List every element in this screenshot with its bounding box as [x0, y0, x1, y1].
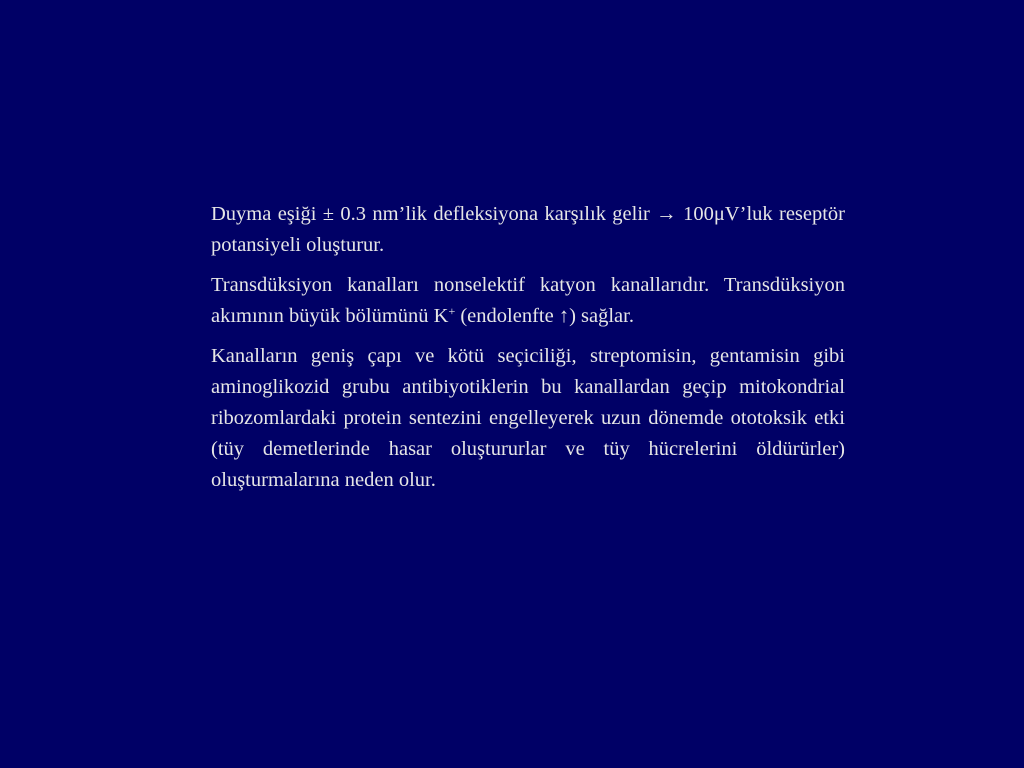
paragraph-text: Transdüksiyon akımının büyük bölümünü K	[211, 274, 845, 327]
up-arrow-symbol: ↑	[558, 305, 570, 327]
slide-text-block	[211, 199, 845, 505]
paragraph-text: Duyma eşiği ± 0.3 nm’lik defleksiyona karşılık gelir	[211, 203, 657, 225]
paragraph-transduction-channels	[211, 270, 845, 332]
paragraph-text: ) sağlar.	[569, 305, 634, 327]
paragraph-text: (endolenfte	[455, 305, 559, 327]
paragraph-text: 100μV’luk reseptör potansiyeli oluşturur.	[211, 203, 846, 256]
right-arrow-symbol: →	[656, 203, 677, 225]
paragraph-text: Kanalların geniş çapı ve kötü seçiciliği, streptomisin, gentamisin gibi aminoglikozid grubu antibiyotiklerin bu kanallardan geçip mitokondrial ribozomlardaki protein sentezini engelleyerek uzun dönemde ototoksik etki (tüy demetlerinde hasar oluştururlar ve tüy hücrelerini öldürürler) oluşturmalarına neden olur.	[211, 345, 845, 491]
paragraph-text: Transdüksiyon kanalları nonselektif katyon kanallarıdır.	[211, 274, 710, 296]
paragraph-aminoglycoside	[211, 341, 845, 496]
superscript-plus: +	[448, 304, 456, 318]
paragraph-hearing-threshold	[211, 199, 845, 261]
